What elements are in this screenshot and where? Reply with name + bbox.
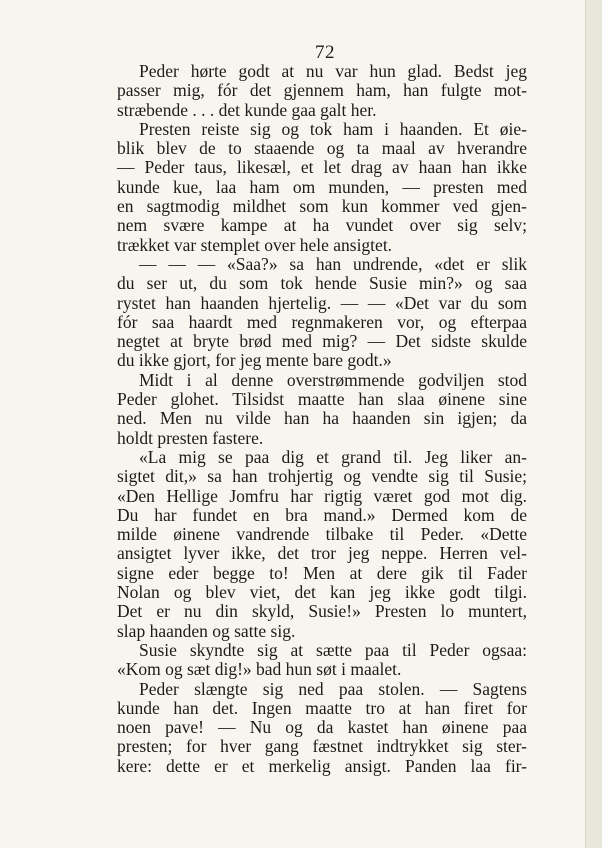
- text-line: Susie skyndte sig at sætte paa til Peder ogsaa:: [139, 639, 527, 660]
- text-line: stræbende . . . det kunde gaa galt her.: [117, 99, 377, 120]
- text-line: Peder hørte godt at nu var hun glad. Bedst jeg: [139, 61, 527, 81]
- text-line: — Peder taus, likesæl, et let drag av haan han ikke: [117, 157, 527, 178]
- text-line: «Kom og sæt dig!» bad hun søt i maalet.: [117, 659, 402, 680]
- text-line: «Den Hellige Jomfru har rigtig været god mot dig.: [117, 485, 527, 506]
- text-line: — — — «Saa?» sa han undrende, «det er slik: [139, 253, 527, 274]
- text-line: du ser ut, du som tok hende Susie min?» og saa: [117, 273, 527, 294]
- text-line: Nolan og blev viet, det kan jeg ikke godt tilgi.: [117, 582, 527, 603]
- text-line: presten; for hver gang fæstnet indtrykket sig ster-: [117, 736, 527, 757]
- text-line: du ikke gjort, for jeg mente bare godt.»: [117, 350, 392, 371]
- text-line: kunde han det. Ingen maatte tro at han firet for: [117, 697, 527, 718]
- text-line: Presten reiste sig og tok ham i haanden. Et øie-: [139, 118, 527, 139]
- text-line: fór saa haardt med regnmakeren vor, og efterpaa: [117, 311, 527, 332]
- text-line: passer mig, fór det gjennem ham, han fulgte mot-: [117, 80, 527, 101]
- text-line: kere: dette er et merkelig ansigt. Panden laa fir-: [117, 755, 527, 776]
- text-line: holdt presten fastere.: [117, 427, 264, 448]
- text-line: milde øinene vandrende tilbake til Peder. «Dette: [117, 524, 527, 545]
- text-line: sigtet dit,» sa han trohjertig og vendte sig til Susie;: [117, 466, 527, 487]
- text-line: slap haanden og satte sig.: [117, 620, 296, 641]
- body-text: [117, 62, 527, 776]
- text-line: en sagtmodig mildhet som kun kommer ved gjen-: [117, 196, 527, 217]
- text-line: Du har fundet en bra mand.» Dermed kom de: [117, 504, 527, 525]
- text-line: negtet at bryte brød med mig? — Det sidste skulde: [117, 331, 527, 352]
- text-line: rystet han haanden hjertelig. — — «Det var du som: [117, 292, 527, 313]
- page-edge: [585, 0, 602, 848]
- text-line: Peder slængte sig ned paa stolen. — Sagtens: [139, 678, 527, 699]
- text-line: ansigtet lyver ikke, det tror jeg neppe. Herren vel-: [117, 543, 527, 564]
- text-line: blik blev de to staaende og ta maal av hverandre: [117, 138, 527, 159]
- text-line: signe eder begge to! Men at dere gik til Fader: [117, 562, 527, 583]
- text-line: Midt i al denne overstrømmende godviljen stod: [139, 369, 527, 390]
- page-number: 72: [315, 42, 335, 63]
- text-line: noen pave! — Nu og da kastet han øinene paa: [117, 717, 527, 738]
- text-line: nem svære kampe at ha vundet over sig selv;: [117, 215, 527, 236]
- text-line: ned. Men nu vilde han ha haanden sin igjen; da: [117, 408, 527, 429]
- text-line: Peder glohet. Tilsidst maatte han slaa øinene sine: [117, 389, 527, 410]
- text-line: trækket var stemplet over hele ansigtet.: [117, 234, 393, 255]
- text-line: Det er nu din skyld, Susie!» Presten lo muntert,: [117, 601, 527, 622]
- text-line: «La mig se paa dig et grand til. Jeg liker an-: [139, 446, 527, 467]
- text-line: kunde kue, laa ham om munden, — presten med: [117, 176, 527, 197]
